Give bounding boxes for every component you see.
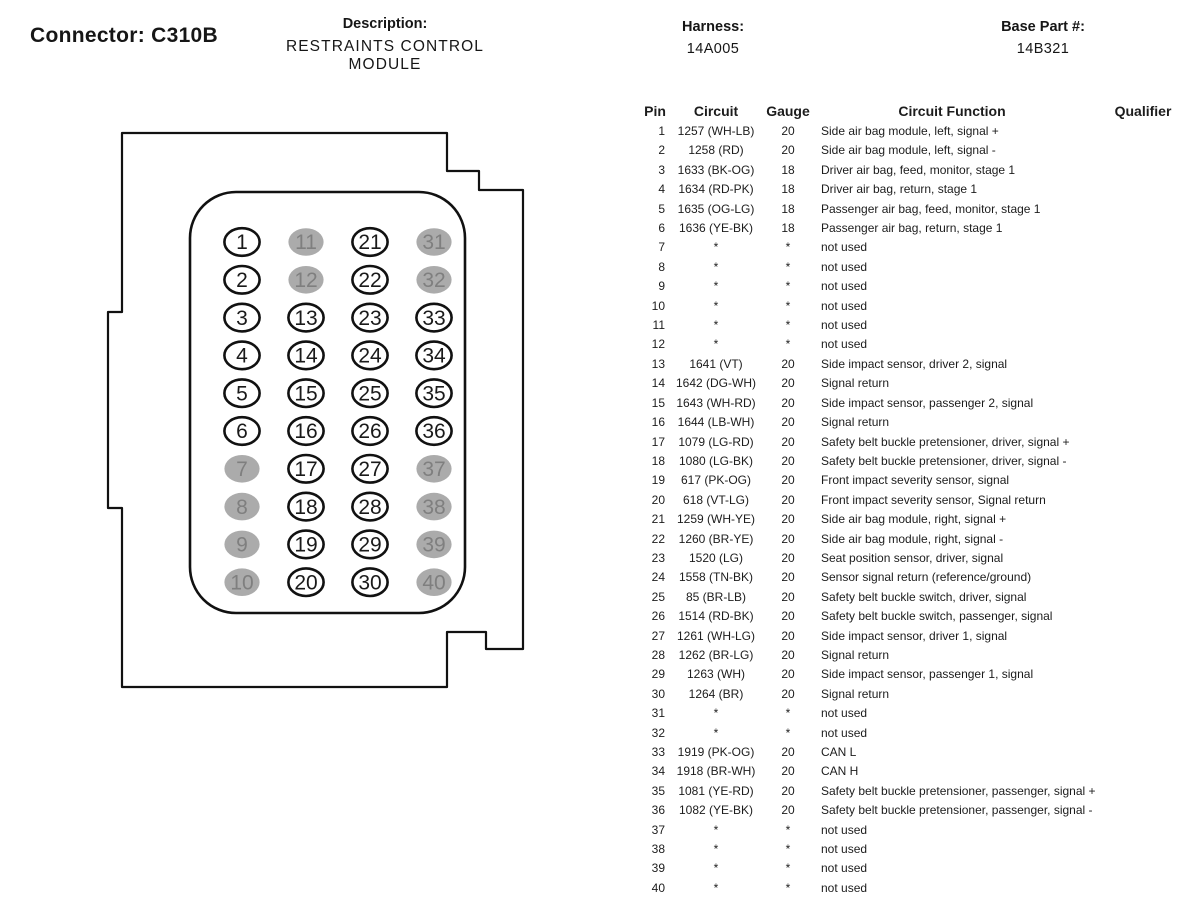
cell-qual [1090, 646, 1196, 665]
table-row [640, 627, 1196, 646]
cell-circuit: 1080 (LG-BK) [678, 453, 754, 468]
cell-gauge: 20 [781, 415, 795, 430]
table-row [640, 394, 1196, 413]
table-row [640, 200, 1196, 219]
cell-func: Seat position sensor, driver, signal [821, 550, 1004, 565]
cell-pin: 15 [651, 395, 665, 410]
cell-func: Side impact sensor, driver 2, signal [821, 356, 1008, 371]
cell-pin: 25 [651, 589, 665, 604]
cell-gauge: 18 [781, 162, 795, 177]
cell-func: Side impact sensor, driver 1, signal [821, 628, 1008, 643]
pin-34-number: 34 [422, 344, 446, 368]
cell-circuit: 1079 (LG-RD) [678, 434, 754, 449]
pin-33-number: 33 [422, 306, 446, 330]
cell-circuit: * [713, 318, 719, 333]
pin-32-number: 32 [422, 269, 446, 292]
cell-qual [1090, 335, 1196, 354]
pin-13-number: 13 [294, 306, 318, 330]
cell-qual [1090, 549, 1196, 568]
description-label: Description: [342, 16, 428, 32]
cell-circuit: * [713, 706, 719, 721]
cell-pin: 27 [651, 628, 665, 643]
cell-qual [1090, 219, 1196, 238]
cell-func: Signal return [821, 647, 890, 662]
cell-circuit: * [713, 259, 719, 274]
cell-gauge: 20 [781, 395, 795, 410]
cell-gauge: 20 [781, 512, 795, 527]
cell-qual [1090, 627, 1196, 646]
connector-title: Connector: C310B [30, 24, 218, 47]
cell-pin: 31 [651, 706, 665, 721]
table-row [640, 530, 1196, 549]
table-row [640, 180, 1196, 199]
pin-26-number: 26 [358, 420, 382, 444]
table-row [640, 433, 1196, 452]
cell-pin: 30 [651, 686, 665, 701]
cell-qual [1090, 491, 1196, 510]
cell-func: Signal return [821, 686, 890, 701]
cell-gauge: 20 [781, 783, 795, 798]
cell-qual [1090, 297, 1196, 316]
cell-circuit: 1644 (LB-WH) [677, 415, 755, 430]
cell-func: not used [821, 725, 868, 740]
cell-gauge: 20 [781, 745, 795, 759]
cell-gauge: * [785, 725, 791, 740]
cell-circuit: * [713, 861, 719, 876]
cell-circuit: 618 (VT-LG) [682, 492, 750, 507]
cell-func: not used [821, 706, 868, 721]
cell-gauge: * [785, 240, 791, 255]
cell-func: not used [821, 240, 868, 255]
cell-qual [1090, 665, 1196, 684]
table-row [640, 762, 1196, 781]
cell-qual [1090, 413, 1196, 432]
pin-14-number: 14 [294, 344, 318, 368]
cell-func: Side impact sensor, passenger 1, signal [821, 667, 1034, 682]
pin-37-number: 37 [422, 458, 446, 481]
cell-gauge: 20 [781, 667, 795, 682]
cell-gauge: * [785, 259, 791, 274]
pin-table-header-row [640, 101, 1196, 122]
cell-circuit: 1634 (RD-PK) [678, 182, 754, 197]
cell-gauge: 20 [781, 356, 795, 371]
harness-label: Harness: [681, 19, 745, 35]
column-header-qualifier: Qualifier [1114, 103, 1172, 119]
cell-gauge: 20 [781, 628, 795, 643]
cell-circuit: 1919 (PK-OG) [677, 745, 755, 759]
cell-qual [1090, 724, 1196, 743]
cell-qual [1090, 355, 1196, 374]
cell-gauge: 20 [781, 124, 795, 138]
cell-pin: 1 [658, 124, 665, 138]
pin-23-number: 23 [358, 306, 382, 330]
cell-pin: 10 [651, 298, 665, 313]
cell-gauge: * [785, 318, 791, 333]
table-row [640, 335, 1196, 354]
cell-gauge: * [785, 279, 791, 294]
cell-circuit: 1514 (RD-BK) [678, 609, 754, 624]
cell-gauge: 20 [781, 473, 795, 488]
cell-qual [1090, 200, 1196, 219]
table-row [640, 859, 1196, 878]
base-part-value: 14B321 [1016, 41, 1070, 57]
pin-table [640, 101, 1196, 898]
cell-gauge: * [785, 298, 791, 313]
cell-gauge: 20 [781, 570, 795, 585]
table-row [640, 355, 1196, 374]
cell-func: Passenger air bag, feed, monitor, stage 1 [821, 201, 1041, 216]
cell-pin: 13 [651, 356, 665, 371]
cell-func: CAN H [821, 764, 859, 779]
pin-27-number: 27 [358, 458, 382, 481]
pin-1-number: 1 [236, 231, 248, 255]
cell-func: Side air bag module, left, signal - [821, 143, 996, 158]
cell-pin: 38 [651, 842, 665, 857]
cell-pin: 23 [651, 550, 665, 565]
cell-gauge: 20 [781, 589, 795, 604]
cell-pin: 3 [658, 162, 665, 177]
cell-circuit: 1082 (YE-BK) [678, 803, 754, 818]
cell-pin: 40 [651, 880, 665, 895]
cell-pin: 34 [651, 764, 665, 779]
pin-35-number: 35 [422, 382, 446, 406]
cell-qual [1090, 840, 1196, 859]
cell-circuit: 617 (PK-OG) [680, 473, 752, 488]
cell-circuit: 1636 (YE-BK) [678, 221, 754, 236]
cell-func: Safety belt buckle pretensioner, driver, signal + [821, 434, 1070, 449]
pin-9-number: 9 [236, 533, 248, 557]
column-header-circuit-function: Circuit Function [898, 103, 1006, 119]
cell-qual [1090, 782, 1196, 801]
pin-7-number: 7 [236, 458, 248, 481]
cell-circuit: 1633 (BK-OG) [677, 162, 755, 177]
table-row [640, 782, 1196, 801]
table-row [640, 685, 1196, 704]
cell-pin: 32 [651, 725, 665, 740]
cell-circuit: 1264 (BR) [688, 686, 744, 701]
cell-func: Side air bag module, right, signal - [821, 531, 1004, 546]
cell-qual [1090, 452, 1196, 471]
cell-circuit: * [713, 725, 719, 740]
pin-16-number: 16 [294, 420, 318, 444]
cell-pin: 11 [652, 318, 665, 333]
cell-func: Safety belt buckle pretensioner, driver, signal - [821, 453, 1067, 468]
table-row [640, 549, 1196, 568]
cell-circuit: 1918 (BR-WH) [676, 764, 756, 779]
cell-func: not used [821, 842, 868, 857]
cell-func: not used [821, 298, 868, 313]
cell-qual [1090, 859, 1196, 878]
cell-pin: 14 [651, 376, 665, 391]
cell-pin: 33 [651, 745, 665, 759]
table-row [640, 743, 1196, 762]
cell-gauge: 20 [781, 803, 795, 818]
cell-qual [1090, 277, 1196, 296]
cell-pin: 22 [651, 531, 665, 546]
description-value: RESTRAINTS CONTROL MODULE [285, 38, 485, 73]
pin-17-number: 17 [294, 458, 318, 481]
cell-pin: 36 [651, 803, 665, 818]
cell-func: Side air bag module, left, signal + [821, 124, 999, 138]
column-header-pin: Pin [644, 103, 666, 119]
cell-gauge: 20 [781, 492, 795, 507]
cell-pin: 6 [658, 221, 665, 236]
cell-func: Signal return [821, 415, 890, 430]
cell-qual [1090, 374, 1196, 393]
pin-8-number: 8 [236, 495, 248, 519]
cell-qual [1090, 704, 1196, 723]
cell-func: Driver air bag, feed, monitor, stage 1 [821, 162, 1016, 177]
pin-11-number: 11 [295, 231, 317, 255]
table-row [640, 141, 1196, 160]
cell-gauge: * [785, 842, 791, 857]
cell-func: Safety belt buckle pretensioner, passenger, signal + [821, 783, 1096, 798]
cell-qual [1090, 180, 1196, 199]
column-header-gauge: Gauge [766, 103, 810, 119]
cell-gauge: * [785, 880, 791, 895]
pin-19-number: 19 [294, 533, 318, 557]
table-row [640, 277, 1196, 296]
cell-pin: 18 [651, 453, 665, 468]
table-row [640, 724, 1196, 743]
pin-18-number: 18 [294, 495, 318, 519]
cell-gauge: 18 [781, 182, 795, 197]
cell-func: not used [821, 259, 868, 274]
pin-22-number: 22 [358, 269, 382, 292]
cell-qual [1090, 471, 1196, 490]
cell-gauge: * [785, 706, 791, 721]
harness-value: 14A005 [686, 41, 740, 57]
cell-pin: 8 [658, 259, 665, 274]
cell-qual [1090, 821, 1196, 840]
cell-pin: 35 [651, 783, 665, 798]
cell-pin: 4 [658, 182, 665, 197]
cell-pin: 7 [658, 240, 665, 255]
table-row [640, 219, 1196, 238]
table-row [640, 238, 1196, 257]
pin-21-number: 21 [358, 231, 382, 255]
cell-pin: 26 [651, 609, 665, 624]
cell-gauge: 20 [781, 647, 795, 662]
pin-28-number: 28 [358, 495, 382, 519]
table-row [640, 491, 1196, 510]
cell-gauge: 20 [781, 531, 795, 546]
cell-func: Signal return [821, 376, 890, 391]
cell-func: Front impact severity sensor, Signal return [821, 492, 1046, 507]
table-row [640, 840, 1196, 859]
column-header-circuit: Circuit [693, 103, 739, 119]
table-row [640, 646, 1196, 665]
cell-pin: 21 [651, 512, 665, 527]
cell-gauge: * [785, 861, 791, 876]
table-row [640, 297, 1196, 316]
table-row [640, 879, 1196, 898]
pin-15-number: 15 [294, 382, 318, 406]
table-row [640, 821, 1196, 840]
cell-pin: 19 [651, 473, 665, 488]
cell-qual [1090, 879, 1196, 898]
cell-gauge: 18 [781, 221, 795, 236]
cell-func: Safety belt buckle switch, passenger, signal [821, 609, 1053, 624]
table-row [640, 568, 1196, 587]
table-row [640, 374, 1196, 393]
cell-pin: 29 [651, 667, 665, 682]
cell-circuit: 1642 (DG-WH) [675, 376, 756, 391]
cell-circuit: 1261 (WH-LG) [676, 628, 756, 643]
cell-gauge: 20 [781, 453, 795, 468]
table-row [640, 801, 1196, 820]
cell-pin: 5 [658, 201, 665, 216]
cell-circuit: 1643 (WH-RD) [676, 395, 756, 410]
cell-circuit: * [713, 279, 719, 294]
cell-gauge: 20 [781, 764, 795, 779]
cell-qual [1090, 122, 1196, 141]
cell-circuit: 1260 (BR-YE) [678, 531, 754, 546]
cell-func: not used [821, 337, 868, 352]
cell-pin: 37 [651, 822, 665, 837]
cell-pin: 17 [651, 434, 665, 449]
cell-pin: 2 [658, 143, 665, 158]
cell-gauge: 20 [781, 550, 795, 565]
cell-qual [1090, 588, 1196, 607]
cell-func: not used [821, 880, 868, 895]
cell-gauge: 20 [781, 376, 795, 391]
table-row [640, 161, 1196, 180]
table-row [640, 588, 1196, 607]
cell-circuit: 1558 (TN-BK) [678, 570, 754, 585]
cell-pin: 20 [651, 492, 665, 507]
cell-qual [1090, 510, 1196, 529]
cell-func: CAN L [821, 745, 857, 759]
cell-func: not used [821, 279, 868, 294]
cell-gauge: * [785, 337, 791, 352]
cell-circuit: 1257 (WH-LB) [677, 124, 755, 138]
pin-3-number: 3 [236, 306, 248, 330]
pin-25-number: 25 [358, 382, 382, 406]
cell-func: Side impact sensor, passenger 2, signal [821, 395, 1034, 410]
cell-circuit: * [713, 822, 719, 837]
cell-circuit: 1262 (BR-LG) [678, 647, 754, 662]
cell-qual [1090, 141, 1196, 160]
cell-circuit: * [713, 240, 719, 255]
cell-qual [1090, 238, 1196, 257]
table-row [640, 258, 1196, 277]
cell-func: not used [821, 822, 868, 837]
cell-circuit: 1081 (YE-RD) [678, 783, 754, 798]
pin-36-number: 36 [422, 420, 446, 444]
table-row [640, 452, 1196, 471]
base-part-label: Base Part #: [1001, 19, 1085, 35]
cell-gauge: 20 [781, 434, 795, 449]
table-row [640, 122, 1196, 141]
cell-pin: 39 [651, 861, 665, 876]
table-row [640, 665, 1196, 684]
cell-qual [1090, 394, 1196, 413]
pin-31-number: 31 [422, 231, 446, 255]
cell-qual [1090, 568, 1196, 587]
cell-qual [1090, 258, 1196, 277]
pin-10-number: 10 [230, 571, 254, 595]
cell-pin: 24 [651, 570, 665, 585]
cell-pin: 16 [651, 415, 665, 430]
cell-qual [1090, 316, 1196, 335]
table-row [640, 316, 1196, 335]
cell-circuit: 1258 (RD) [688, 143, 744, 158]
cell-circuit: 1641 (VT) [689, 356, 743, 371]
cell-func: Safety belt buckle pretensioner, passenger, signal - [821, 803, 1093, 818]
pin-table-body [640, 122, 1196, 898]
cell-circuit: * [713, 842, 719, 857]
cell-gauge: * [785, 822, 791, 837]
cell-func: Passenger air bag, return, stage 1 [821, 221, 1003, 236]
table-row [640, 413, 1196, 432]
cell-circuit: * [713, 337, 719, 352]
pin-29-number: 29 [358, 533, 382, 557]
cell-circuit: 1635 (OG-LG) [677, 201, 755, 216]
cell-circuit: * [713, 298, 719, 313]
pin-30-number: 30 [358, 571, 382, 595]
pin-4-number: 4 [236, 344, 248, 368]
cell-circuit: 1520 (LG) [688, 550, 744, 565]
cell-gauge: 20 [781, 609, 795, 624]
pin-20-number: 20 [294, 571, 318, 595]
cell-qual [1090, 530, 1196, 549]
cell-circuit: 85 (BR-LB) [685, 589, 747, 604]
cell-gauge: 18 [781, 201, 795, 216]
cell-gauge: 20 [781, 686, 795, 701]
table-row [640, 704, 1196, 723]
cell-pin: 12 [651, 337, 665, 352]
pin-40-number: 40 [422, 571, 446, 595]
pin-38-number: 38 [422, 495, 446, 519]
cell-circuit: 1263 (WH) [686, 667, 745, 682]
cell-func: Front impact severity sensor, signal [821, 473, 1010, 488]
pin-5-number: 5 [236, 382, 248, 406]
cell-qual [1090, 433, 1196, 452]
cell-func: Safety belt buckle switch, driver, signal [821, 589, 1027, 604]
cell-func: Side air bag module, right, signal + [821, 512, 1007, 527]
pin-6-number: 6 [236, 420, 248, 444]
pin-2-number: 2 [236, 269, 248, 292]
cell-func: Driver air bag, return, stage 1 [821, 182, 978, 197]
cell-pin: 28 [651, 647, 665, 662]
pin-12-number: 12 [294, 269, 318, 292]
cell-qual [1090, 685, 1196, 704]
cell-circuit: * [713, 880, 719, 895]
pin-24-number: 24 [358, 344, 382, 368]
cell-qual [1090, 801, 1196, 820]
cell-circuit: 1259 (WH-YE) [676, 512, 756, 527]
cell-gauge: 20 [781, 143, 795, 158]
cell-qual [1090, 607, 1196, 626]
table-row [640, 471, 1196, 490]
cell-func: not used [821, 318, 868, 333]
cell-pin: 9 [658, 279, 665, 294]
table-row [640, 607, 1196, 626]
cell-qual [1090, 161, 1196, 180]
pin-39-number: 39 [422, 533, 446, 557]
cell-qual [1090, 743, 1196, 762]
table-row [640, 510, 1196, 529]
cell-func: not used [821, 861, 868, 876]
cell-qual [1090, 762, 1196, 781]
cell-func: Sensor signal return (reference/ground) [821, 570, 1032, 585]
